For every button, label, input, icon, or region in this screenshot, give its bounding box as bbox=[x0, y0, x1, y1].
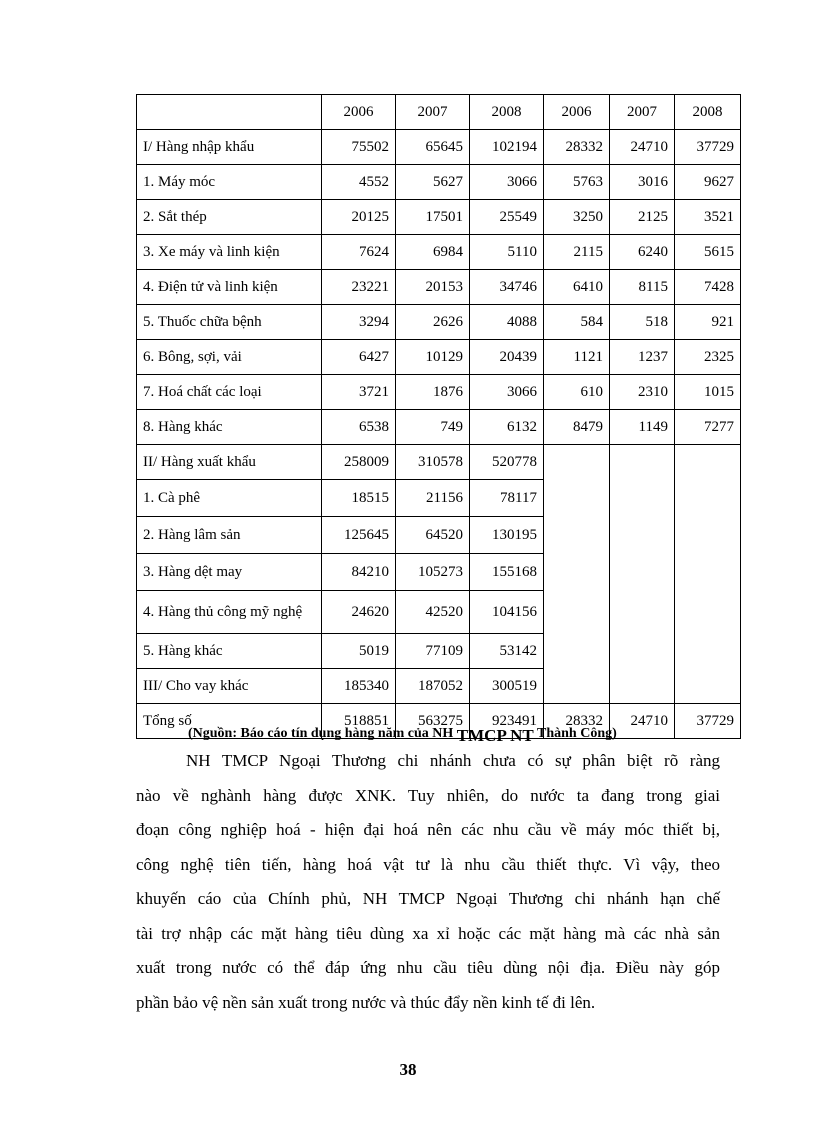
value-cell: 1015 bbox=[675, 375, 741, 410]
value-cell: 3521 bbox=[675, 200, 741, 235]
table-row bbox=[137, 165, 741, 200]
value-cell: 65645 bbox=[396, 130, 470, 165]
value-cell: 185340 bbox=[322, 669, 396, 704]
value-cell: 1149 bbox=[610, 410, 675, 445]
source-subscript: TMCP NT bbox=[456, 726, 534, 745]
value-cell: 4552 bbox=[322, 165, 396, 200]
value-cell: 20439 bbox=[470, 340, 544, 375]
table-row bbox=[137, 340, 741, 375]
value-cell: 25549 bbox=[470, 200, 544, 235]
row-label: 5. Thuốc chữa bệnh bbox=[137, 305, 322, 340]
empty-merged-cell bbox=[675, 445, 741, 704]
row-label: Tổng số bbox=[137, 704, 322, 739]
value-cell: 2626 bbox=[396, 305, 470, 340]
row-label: 3. Hàng dệt may bbox=[137, 554, 322, 591]
row-label: I/ Hàng nhập khẩu bbox=[137, 130, 322, 165]
row-label: 6. Bông, sợi, vải bbox=[137, 340, 322, 375]
value-cell: 923491 bbox=[470, 704, 544, 739]
table-row bbox=[137, 200, 741, 235]
value-cell: 24620 bbox=[322, 591, 396, 634]
value-cell: 1121 bbox=[544, 340, 610, 375]
row-label: III/ Cho vay khác bbox=[137, 669, 322, 704]
value-cell: 64520 bbox=[396, 517, 470, 554]
value-cell: 4088 bbox=[470, 305, 544, 340]
row-label: 2. Sắt thép bbox=[137, 200, 322, 235]
value-cell: 310578 bbox=[396, 445, 470, 480]
paragraph-line: tài trợ nhập các mặt hàng tiêu dùng xa xỉ hoặc các mặt hàng mà các nhà sản bbox=[136, 923, 720, 943]
source-suffix: Thành Công) bbox=[537, 726, 617, 741]
value-cell: 749 bbox=[396, 410, 470, 445]
empty-merged-cell bbox=[610, 445, 675, 704]
value-cell: 20153 bbox=[396, 270, 470, 305]
row-label: 3. Xe máy và linh kiện bbox=[137, 235, 322, 270]
value-cell: 20125 bbox=[322, 200, 396, 235]
value-cell: 105273 bbox=[396, 554, 470, 591]
value-cell: 75502 bbox=[322, 130, 396, 165]
value-cell: 3294 bbox=[322, 305, 396, 340]
paragraph-line: xuất trong nước có thể đáp ứng nhu cầu tiêu dùng nội địa. Điều này góp bbox=[136, 958, 720, 977]
value-cell: 2325 bbox=[675, 340, 741, 375]
value-cell: 125645 bbox=[322, 517, 396, 554]
value-cell: 563275 bbox=[396, 704, 470, 739]
value-cell: 7277 bbox=[675, 410, 741, 445]
value-cell: 155168 bbox=[470, 554, 544, 591]
value-cell: 2125 bbox=[610, 200, 675, 235]
value-cell: 520778 bbox=[470, 445, 544, 480]
header-cell: 2008 bbox=[470, 95, 544, 130]
value-cell: 130195 bbox=[470, 517, 544, 554]
value-cell: 6240 bbox=[610, 235, 675, 270]
row-label: 4. Điện tử và linh kiện bbox=[137, 270, 322, 305]
table-row bbox=[137, 410, 741, 445]
value-cell: 24710 bbox=[610, 704, 675, 739]
value-cell: 3066 bbox=[470, 375, 544, 410]
table-header-row bbox=[137, 95, 741, 130]
value-cell: 78117 bbox=[470, 480, 544, 517]
value-cell: 5763 bbox=[544, 165, 610, 200]
row-label: 5. Hàng khác bbox=[137, 634, 322, 669]
paragraph-line: NH TMCP Ngoại Thương chi nhánh chưa có sự phân biệt rõ ràng bbox=[186, 751, 720, 770]
value-cell: 5627 bbox=[396, 165, 470, 200]
value-cell: 3721 bbox=[322, 375, 396, 410]
empty-merged-cell bbox=[544, 445, 610, 704]
value-cell: 18515 bbox=[322, 480, 396, 517]
value-cell: 7428 bbox=[675, 270, 741, 305]
value-cell: 17501 bbox=[396, 200, 470, 235]
value-cell: 2115 bbox=[544, 235, 610, 270]
value-cell: 300519 bbox=[470, 669, 544, 704]
value-cell: 610 bbox=[544, 375, 610, 410]
value-cell: 8115 bbox=[610, 270, 675, 305]
value-cell: 584 bbox=[544, 305, 610, 340]
header-cell: 2006 bbox=[322, 95, 396, 130]
row-label: 8. Hàng khác bbox=[137, 410, 322, 445]
table-row bbox=[137, 130, 741, 165]
value-cell: 6984 bbox=[396, 235, 470, 270]
value-cell: 3066 bbox=[470, 165, 544, 200]
row-label: 1. Cà phê bbox=[137, 480, 322, 517]
header-cell: 2006 bbox=[544, 95, 610, 130]
value-cell: 77109 bbox=[396, 634, 470, 669]
value-cell: 518851 bbox=[322, 704, 396, 739]
value-cell: 6132 bbox=[470, 410, 544, 445]
paragraph-line: đoạn công nghiệp hoá - hiện đại hoá nên các nhu cầu về máy móc thiết bị, bbox=[136, 820, 720, 839]
source-prefix: (Nguồn: Báo cáo tín dụng hàng năm của NH bbox=[188, 726, 454, 741]
row-label: 2. Hàng lâm sản bbox=[137, 517, 322, 554]
header-cell bbox=[137, 95, 322, 130]
header-cell: 2007 bbox=[610, 95, 675, 130]
value-cell: 921 bbox=[675, 305, 741, 340]
value-cell: 6538 bbox=[322, 410, 396, 445]
header-cell: 2008 bbox=[675, 95, 741, 130]
value-cell: 21156 bbox=[396, 480, 470, 517]
value-cell: 518 bbox=[610, 305, 675, 340]
value-cell: 10129 bbox=[396, 340, 470, 375]
value-cell: 5615 bbox=[675, 235, 741, 270]
body-paragraph bbox=[136, 744, 720, 1020]
header-cell: 2007 bbox=[396, 95, 470, 130]
row-label: II/ Hàng xuất khẩu bbox=[137, 445, 322, 480]
value-cell: 34746 bbox=[470, 270, 544, 305]
value-cell: 37729 bbox=[675, 130, 741, 165]
value-cell: 2310 bbox=[610, 375, 675, 410]
row-label: 7. Hoá chất các loại bbox=[137, 375, 322, 410]
value-cell: 1876 bbox=[396, 375, 470, 410]
value-cell: 84210 bbox=[322, 554, 396, 591]
value-cell: 104156 bbox=[470, 591, 544, 634]
paragraph-line: nào về nghành hàng được XNK. Tuy nhiên, do nước ta đang trong giai bbox=[136, 785, 720, 805]
value-cell: 28332 bbox=[544, 704, 610, 739]
value-cell: 102194 bbox=[470, 130, 544, 165]
value-cell: 28332 bbox=[544, 130, 610, 165]
value-cell: 23221 bbox=[322, 270, 396, 305]
value-cell: 5019 bbox=[322, 634, 396, 669]
table-row bbox=[137, 375, 741, 410]
page-number: 38 bbox=[399, 1060, 417, 1079]
value-cell: 24710 bbox=[610, 130, 675, 165]
value-cell: 53142 bbox=[470, 634, 544, 669]
value-cell: 7624 bbox=[322, 235, 396, 270]
value-cell: 258009 bbox=[322, 445, 396, 480]
paragraph-line: công nghệ tiên tiến, hàng hoá vật tư là nhu cầu thiết thực. Vì vậy, theo bbox=[136, 854, 720, 874]
value-cell: 6427 bbox=[322, 340, 396, 375]
table-row bbox=[137, 305, 741, 340]
table-row bbox=[137, 235, 741, 270]
table-row bbox=[137, 445, 741, 480]
value-cell: 6410 bbox=[544, 270, 610, 305]
source-note bbox=[188, 722, 617, 745]
value-cell: 3250 bbox=[544, 200, 610, 235]
value-cell: 42520 bbox=[396, 591, 470, 634]
value-cell: 187052 bbox=[396, 669, 470, 704]
row-label: 1. Máy móc bbox=[137, 165, 322, 200]
value-cell: 8479 bbox=[544, 410, 610, 445]
value-cell: 9627 bbox=[675, 165, 741, 200]
value-cell: 37729 bbox=[675, 704, 741, 739]
row-label: 4. Hàng thủ công mỹ nghệ bbox=[137, 591, 322, 634]
paragraph-line: phần bảo vệ nền sản xuất trong nước và thúc đẩy nền kinh tế đi lên. bbox=[136, 992, 596, 1012]
paragraph-line: khuyến cáo của Chính phủ, NH TMCP Ngoại Thương chi nhánh hạn chế bbox=[136, 889, 720, 908]
value-cell: 5110 bbox=[470, 235, 544, 270]
credit-table bbox=[136, 94, 741, 739]
table-row bbox=[137, 270, 741, 305]
value-cell: 1237 bbox=[610, 340, 675, 375]
value-cell: 3016 bbox=[610, 165, 675, 200]
